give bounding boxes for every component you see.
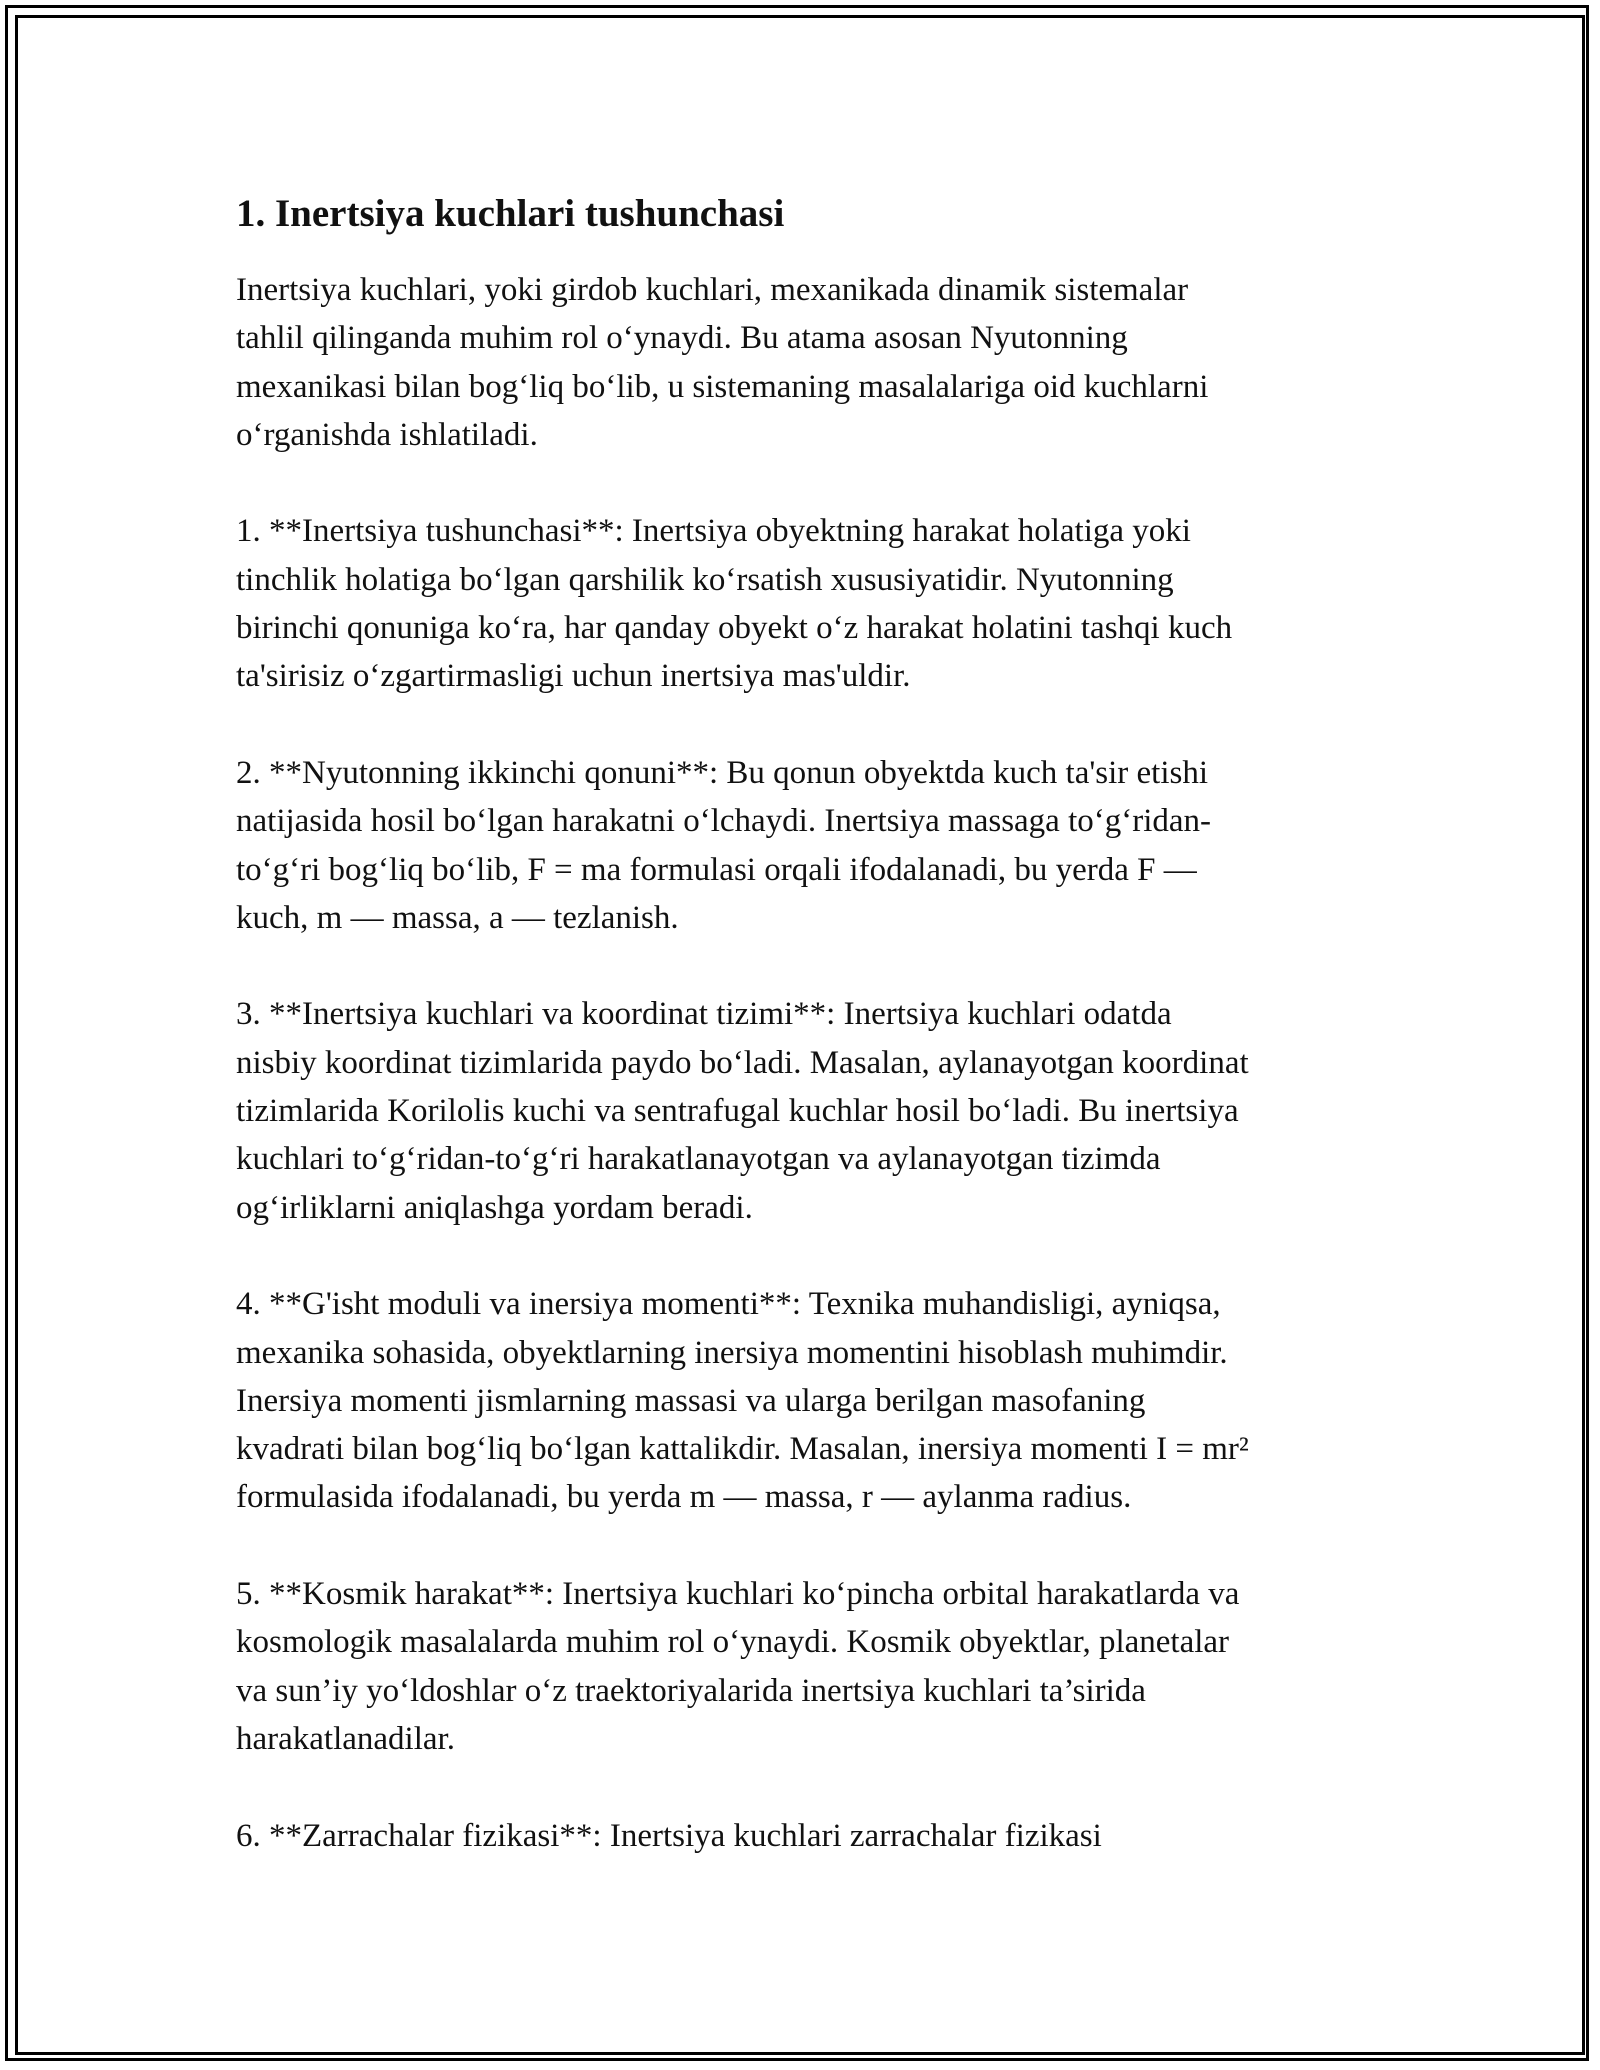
text-line: tahlil qilinganda muhim rol o‘ynaydi. Bu atama asosan Nyutonning xyxy=(236,320,1128,357)
text-line: formulasida ifodalanadi, bu yerda m — massa, r — aylanma radius. xyxy=(236,1479,1132,1516)
text-line: mexanikasi bilan bog‘liq bo‘lib, u sistemaning masalalariga oid kuchlarni xyxy=(236,368,1209,405)
text-line: Inertsiya kuchlari, yoki girdob kuchlari, mexanikada dinamik sistemalar xyxy=(236,272,1189,308)
text-line: 3. **Inertsiya kuchlari va koordinat tizimi**: Inertsiya kuchlari odatda xyxy=(236,996,1172,1033)
text-line: ta'sirisiz o‘zgartirmasligi uchun inertsiya mas'uldir. xyxy=(236,658,911,695)
text-line: tinchlik holatiga bo‘lgan qarshilik ko‘rsatish xususiyatidir. Nyutonning xyxy=(236,561,1174,598)
text-line: mexanika sohasida, obyektlarning inersiya momentini hisoblash muhimdir. xyxy=(236,1334,1228,1371)
section-4-paragraph xyxy=(236,1280,1376,1521)
text-line: 5. **Kosmik harakat**: Inertsiya kuchlari ko‘pincha orbital harakatlarda va xyxy=(236,1576,1240,1613)
text-line: birinchi qonuniga ko‘ra, har qanday obyekt o‘z harakat holatini tashqi kuch xyxy=(236,610,1233,647)
section-2-paragraph xyxy=(236,749,1376,942)
intro-paragraph xyxy=(236,266,1376,459)
text-line: to‘g‘ri bog‘liq bo‘lib, F = ma formulasi orqali ifodalanadi, bu yerda F — xyxy=(236,851,1197,888)
text-line: 6. **Zarrachalar fizikasi**: Inertsiya kuchlari zarrachalar fizikasi xyxy=(236,1817,1102,1854)
text-line: kosmologik masalalarda muhim rol o‘ynaydi. Kosmik obyektlar, planetalar xyxy=(236,1624,1230,1661)
text-line: tizimlarida Korilolis kuchi va sentrafugal kuchlar hosil bo‘ladi. Bu inertsiya xyxy=(236,1093,1239,1130)
section-1-paragraph xyxy=(236,507,1376,700)
text-line: 4. **G'isht moduli va inersiya momenti**: Texnika muhandisligi, ayniqsa, xyxy=(236,1286,1221,1323)
document-title: 1. Inertsiya kuchlari tushunchasi xyxy=(236,192,785,235)
text-line: kuchlari to‘g‘ridan-to‘g‘ri harakatlanayotgan va aylanayotgan tizimda xyxy=(236,1141,1161,1178)
section-3-paragraph xyxy=(236,990,1376,1231)
text-line: harakatlanadilar. xyxy=(236,1720,455,1757)
text-line: kuch, m — massa, a — tezlanish. xyxy=(236,899,679,936)
text-line: o‘rganishda ishlatiladi. xyxy=(236,416,538,453)
text-line: og‘irliklarni aniqlashga yordam beradi. xyxy=(236,1189,753,1226)
text-line: kvadrati bilan bog‘liq bo‘lgan kattalikdir. Masalan, inersiya momenti I = mr² xyxy=(236,1431,1249,1468)
text-line: 1. **Inertsiya tushunchasi**: Inertsiya obyektning harakat holatiga yoki xyxy=(236,513,1191,550)
text-line: va sun’iy yo‘ldoshlar o‘z traektoriyalarida inertsiya kuchlari ta’sirida xyxy=(236,1672,1146,1709)
text-line: natijasida hosil bo‘lgan harakatni o‘lchaydi. Inertsiya massaga to‘g‘ridan- xyxy=(236,803,1212,840)
text-line: Inersiya momenti jismlarning massasi va ularga berilgan masofaning xyxy=(236,1382,1146,1419)
section-6-paragraph xyxy=(236,1812,1376,1860)
section-5-paragraph xyxy=(236,1570,1376,1763)
text-line: 2. **Nyutonning ikkinchi qonuni**: Bu qonun obyektda kuch ta'sir etishi xyxy=(236,754,1209,791)
document-page xyxy=(236,188,1376,1908)
text-line: nisbiy koordinat tizimlarida paydo bo‘ladi. Masalan, aylanayotgan koordinat xyxy=(236,1044,1249,1081)
